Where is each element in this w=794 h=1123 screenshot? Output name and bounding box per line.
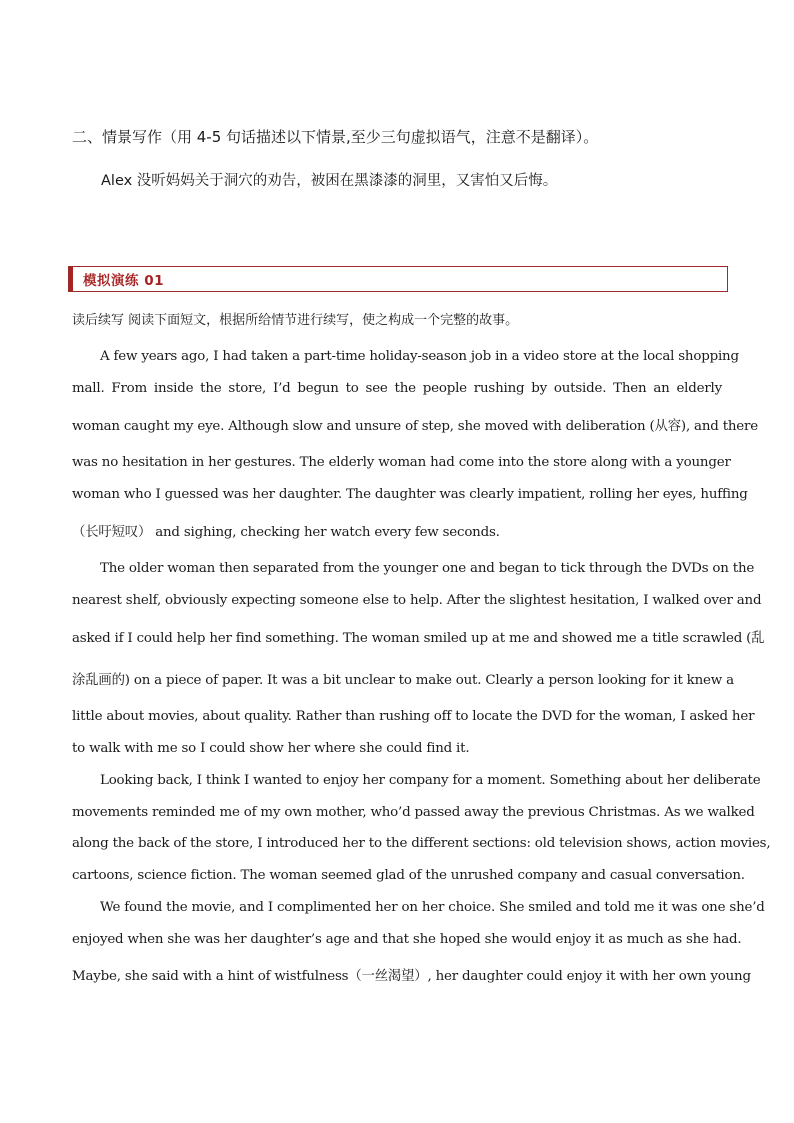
passage-line: 涂乱画的) on a piece of paper. It was a bit unclear to make out. Clearly a person looking for it knew a xyxy=(72,673,734,688)
exercise-accent-bar xyxy=(69,267,73,291)
passage-line: A few years ago, I had taken a part-time holiday-season job in a video store at the local shopping xyxy=(100,349,739,364)
passage-line: enjoyed when she was her daughter’s age and that she hoped she would enjoy it as much as she had. xyxy=(72,932,742,947)
passage-line: little about movies, about quality. Rather than rushing off to locate the DVD for the woman, I asked her xyxy=(72,709,755,724)
exercise-instruction: 读后续写 阅读下面短文，根据所给情节进行续写，使之构成一个完整的故事。 xyxy=(72,313,519,328)
writing-prompt: Alex 没听妈妈关于洞穴的劝告，被困在黑漆漆的洞里，又害怕又后悔。 xyxy=(101,173,558,189)
passage-line: along the back of the store, I introduced her to the different sections: old television shows, action movies, xyxy=(72,836,771,851)
passage-line: woman caught my eye. Although slow and unsure of step, she moved with deliberation (从容), and there xyxy=(72,419,758,434)
passage-line: The older woman then separated from the younger one and began to tick through the DVDs on the xyxy=(100,561,755,576)
passage-line: mall. From inside the store, I’d begun to see the people rushing by outside. Then an elderly xyxy=(72,381,722,396)
passage-line: Looking back, I think I wanted to enjoy her company for a moment. Something about her deliberate xyxy=(100,773,761,788)
passage-line: movements reminded me of my own mother, who’d passed away the previous Christmas. As we walked xyxy=(72,805,755,820)
passage-line: nearest shelf, obviously expecting someone else to help. After the slightest hesitation, I walked over and xyxy=(72,593,762,608)
passage-line: asked if I could help her find something. The woman smiled up at me and showed me a title scrawled (乱 xyxy=(72,631,765,646)
section-heading: 二、情景写作（用 4-5 句话描述以下情景,至少三句虚拟语气，注意不是翻译）。 xyxy=(72,128,599,146)
passage-line: We found the movie, and I complimented her on her choice. She smiled and told me it was one she’d xyxy=(100,900,765,915)
passage-line: Maybe, she said with a hint of wistfulness（一丝渴望）, her daughter could enjoy it with her own young xyxy=(72,969,751,984)
passage-line: cartoons, science fiction. The woman seemed glad of the unrushed company and casual conversation. xyxy=(72,868,745,883)
exercise-title-box xyxy=(68,266,728,292)
passage-line: to walk with me so I could show her where she could find it. xyxy=(72,741,470,756)
exercise-title: 模拟演练 01 xyxy=(83,273,164,289)
passage-line: woman who I guessed was her daughter. The daughter was clearly impatient, rolling her eyes, huffing xyxy=(72,487,748,502)
passage-line: was no hesitation in her gestures. The elderly woman had come into the store along with a younger xyxy=(72,455,731,470)
passage-line: （长吁短叹） and sighing, checking her watch every few seconds. xyxy=(72,525,500,540)
